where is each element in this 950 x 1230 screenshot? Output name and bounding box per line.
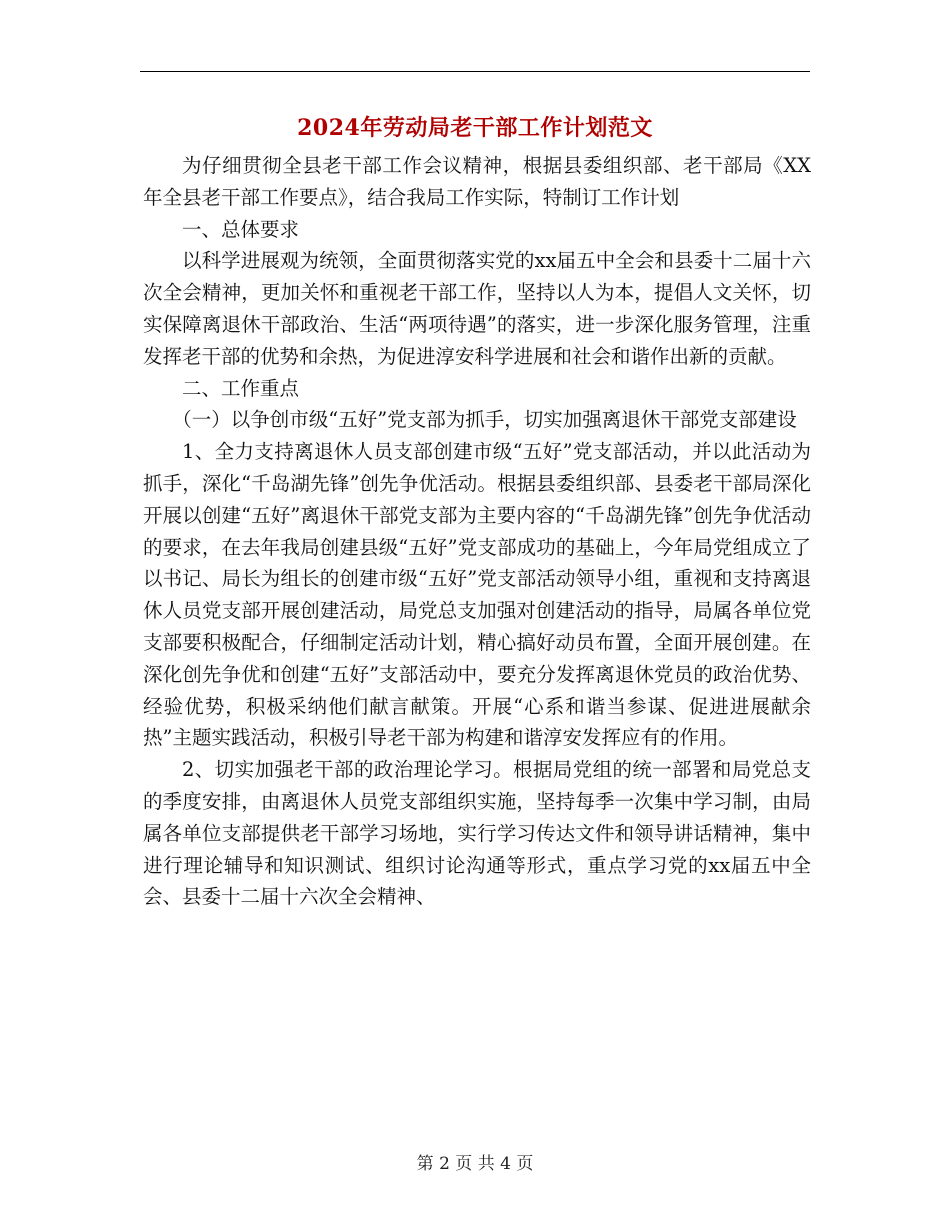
paragraph-item-1: 1、全力支持离退休人员支部创建市级“五好”党支部活动，并以此活动为抓手，深化“千岛湖先锋”创先争优活动。根据县委组织部、县委老干部局深化开展以创建“五好”离退休干部党支部为主要内容的“千岛湖先锋”创先争优活动的要求，在去年我局创建县级“五好”党支部成功的基础上，今年局党组成立了以书记、局长为组长的创建市级“五好”党支部活动领导小组，重视和支持离退休人员党支部开展创建活动，局党总支加强对创建活动的指导，局属各单位党支部要积极配合，仔细制定活动计划，精心搞好动员布置，全面开展创建。在深化创先争优和创建“五好”支部活动中，要充分发挥离退休党员的政治优势、经验优势，积极采纳他们献言献策。开展“心系和谐当参谋、促进进展献余热”主题实践活动，积极引导老干部为构建和谐淳安发挥应有的作用。 [143,440,811,750]
heading-general-requirements: 一、总体要求 [182,217,300,241]
subheading-party-branch: （一）以争创市级“五好”党支部为抓手，切实加强离退休干部党支部建设 [172,408,797,432]
paragraph-item-2: 2、切实加强老干部的政治理论学习。根据局党组的统一部署和局党总支的季度安排，由离退休人员党支部组织实施，坚持每季一次集中学习制，由局属各单位支部提供老干部学习场地，实行学习传达文件和领导讲话精神，集中进行理论辅导和知识测试、组织讨论沟通等形式，重点学习党的xx届五中全会、县委十二届十六次全会精神、 [143,758,811,909]
document-body [143,150,811,913]
page-number: 第 2 页 共 4 页 [416,1154,534,1174]
paragraph-general-requirements: 以科学进展观为统领，全面贯彻落实党的xx届五中全会和县委十二届十六次全会精神，更加关怀和重视老干部工作，坚持以人为本，提倡人文关怀，切实保障离退休干部政治、生活“两项待遇”的落实，进一步深化服务管理，注重发挥老干部的优势和余热，为促进淳安科学进展和社会和谐作出新的贡献。 [143,249,811,368]
header-rule [140,71,810,72]
paragraph-intro: 为仔细贯彻全县老干部工作会议精神，根据县委组织部、老干部局《XX年全县老干部工作要点》，结合我局工作实际，特制订工作计划 [143,154,811,209]
heading-work-focus: 二、工作重点 [182,376,300,400]
document-title: 2024年劳动局老干部工作计划范文 [297,115,653,141]
